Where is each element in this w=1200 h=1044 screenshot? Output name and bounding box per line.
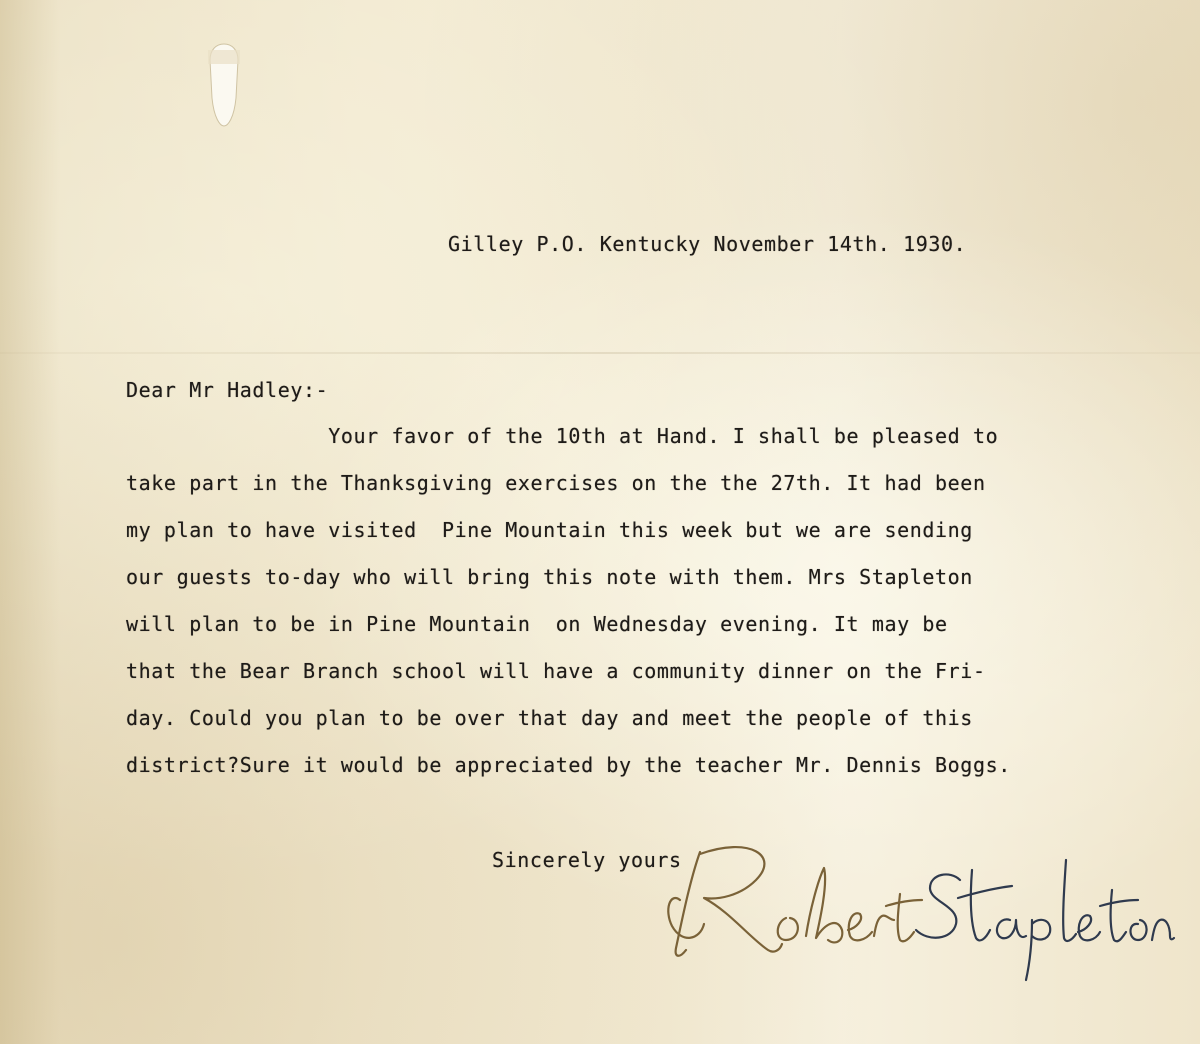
paper-edge-shading — [0, 0, 60, 1044]
body-line: day. Could you plan to be over that day and meet the people of this — [126, 706, 973, 730]
body-line: my plan to have visited Pine Mountain this week but we are sending — [126, 518, 973, 542]
dateline: Gilley P.O. Kentucky November 14th. 1930. — [448, 232, 967, 256]
body-line: our guests to-day who will bring this note with them. Mrs Stapleton — [126, 565, 973, 589]
body-line: district?Sure it would be appreciated by the teacher Mr. Dennis Boggs. — [126, 753, 1011, 777]
body-line: Your favor of the 10th at Hand. I shall be pleased to — [126, 424, 999, 448]
handwritten-signature — [660, 840, 1180, 990]
paper-fold-line — [0, 352, 1200, 354]
body-line: that the Bear Branch school will have a community dinner on the Fri- — [126, 659, 986, 683]
body-line: will plan to be in Pine Mountain on Wednesday evening. It may be — [126, 612, 948, 636]
signature-text: Robert Stapleton — [660, 840, 667, 841]
body-line: take part in the Thanksgiving exercises on the the 27th. It had been — [126, 471, 986, 495]
punch-hole-icon — [206, 40, 242, 130]
closing: Sincerely yours — [492, 848, 682, 872]
salutation: Dear Mr Hadley:- — [126, 378, 329, 402]
